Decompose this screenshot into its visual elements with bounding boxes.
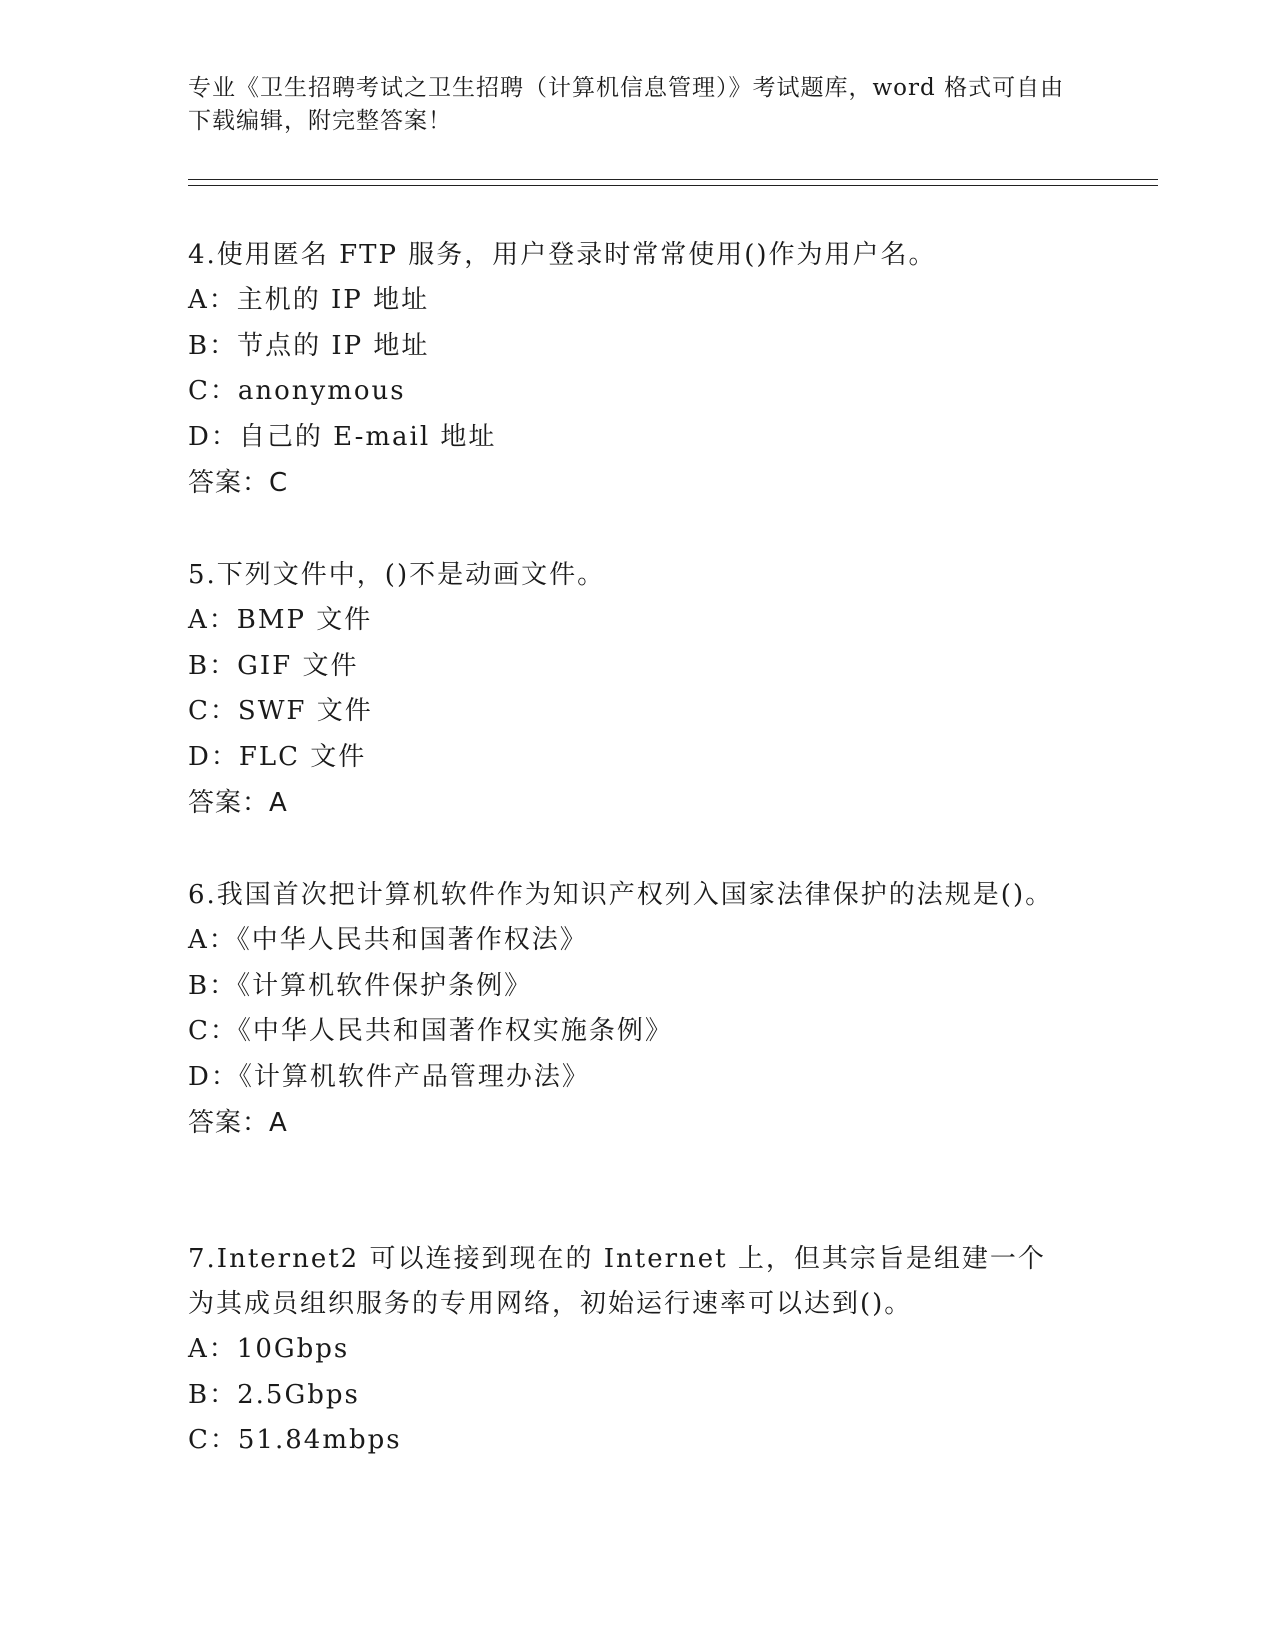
question-stem: 6.我国首次把计算机软件作为知识产权列入国家法律保护的法规是()。 <box>188 880 1054 910</box>
option-b: B：节点的 IP 地址 <box>188 330 430 361</box>
option-d: D：自己的 E-mail 地址 <box>188 421 497 452</box>
option-c: C：51.84mbps <box>188 1425 402 1455</box>
option-a: A：主机的 IP 地址 <box>188 285 430 315</box>
answer: 答案：C <box>188 468 289 498</box>
question-stem: 4.使用匿名 FTP 服务，用户登录时常常使用()作为用户名。 <box>188 240 937 270</box>
question-stem: 5.下列文件中，()不是动画文件。 <box>188 560 606 590</box>
question-6 <box>188 873 1068 1146</box>
option-d: D：《计算机软件产品管理办法》 <box>188 1061 590 1092</box>
option-a: A：10Gbps <box>188 1334 350 1364</box>
header-divider-bottom <box>188 185 1158 186</box>
option-c: C：SWF 文件 <box>188 696 373 726</box>
option-b: B：《计算机软件保护条例》 <box>188 970 533 1001</box>
question-7 <box>188 1237 1068 1464</box>
option-a: A：BMP 文件 <box>188 605 373 635</box>
question-4 <box>188 233 1068 506</box>
option-a: A：《中华人民共和国著作权法》 <box>188 925 588 955</box>
option-c: C：《中华人民共和国著作权实施条例》 <box>188 1016 673 1046</box>
header-divider-top <box>188 179 1158 180</box>
option-c: C：anonymous <box>188 376 406 406</box>
answer: 答案：A <box>188 788 288 818</box>
question-5 <box>188 553 1068 826</box>
option-b: B：2.5Gbps <box>188 1379 360 1410</box>
document-header: 专业《卫生招聘考试之卫生招聘（计算机信息管理）》考试题库，word 格式可自由下载编辑，附完整答案！ <box>188 75 1065 134</box>
option-d: D：FLC 文件 <box>188 741 367 772</box>
answer: 答案：A <box>188 1108 288 1138</box>
option-b: B：GIF 文件 <box>188 650 359 681</box>
question-stem: 7.Internet2 可以连接到现在的 Internet 上，但其宗旨是组建一个为其成员组织服务的专用网络，初始运行速率可以达到()。 <box>188 1244 1046 1319</box>
